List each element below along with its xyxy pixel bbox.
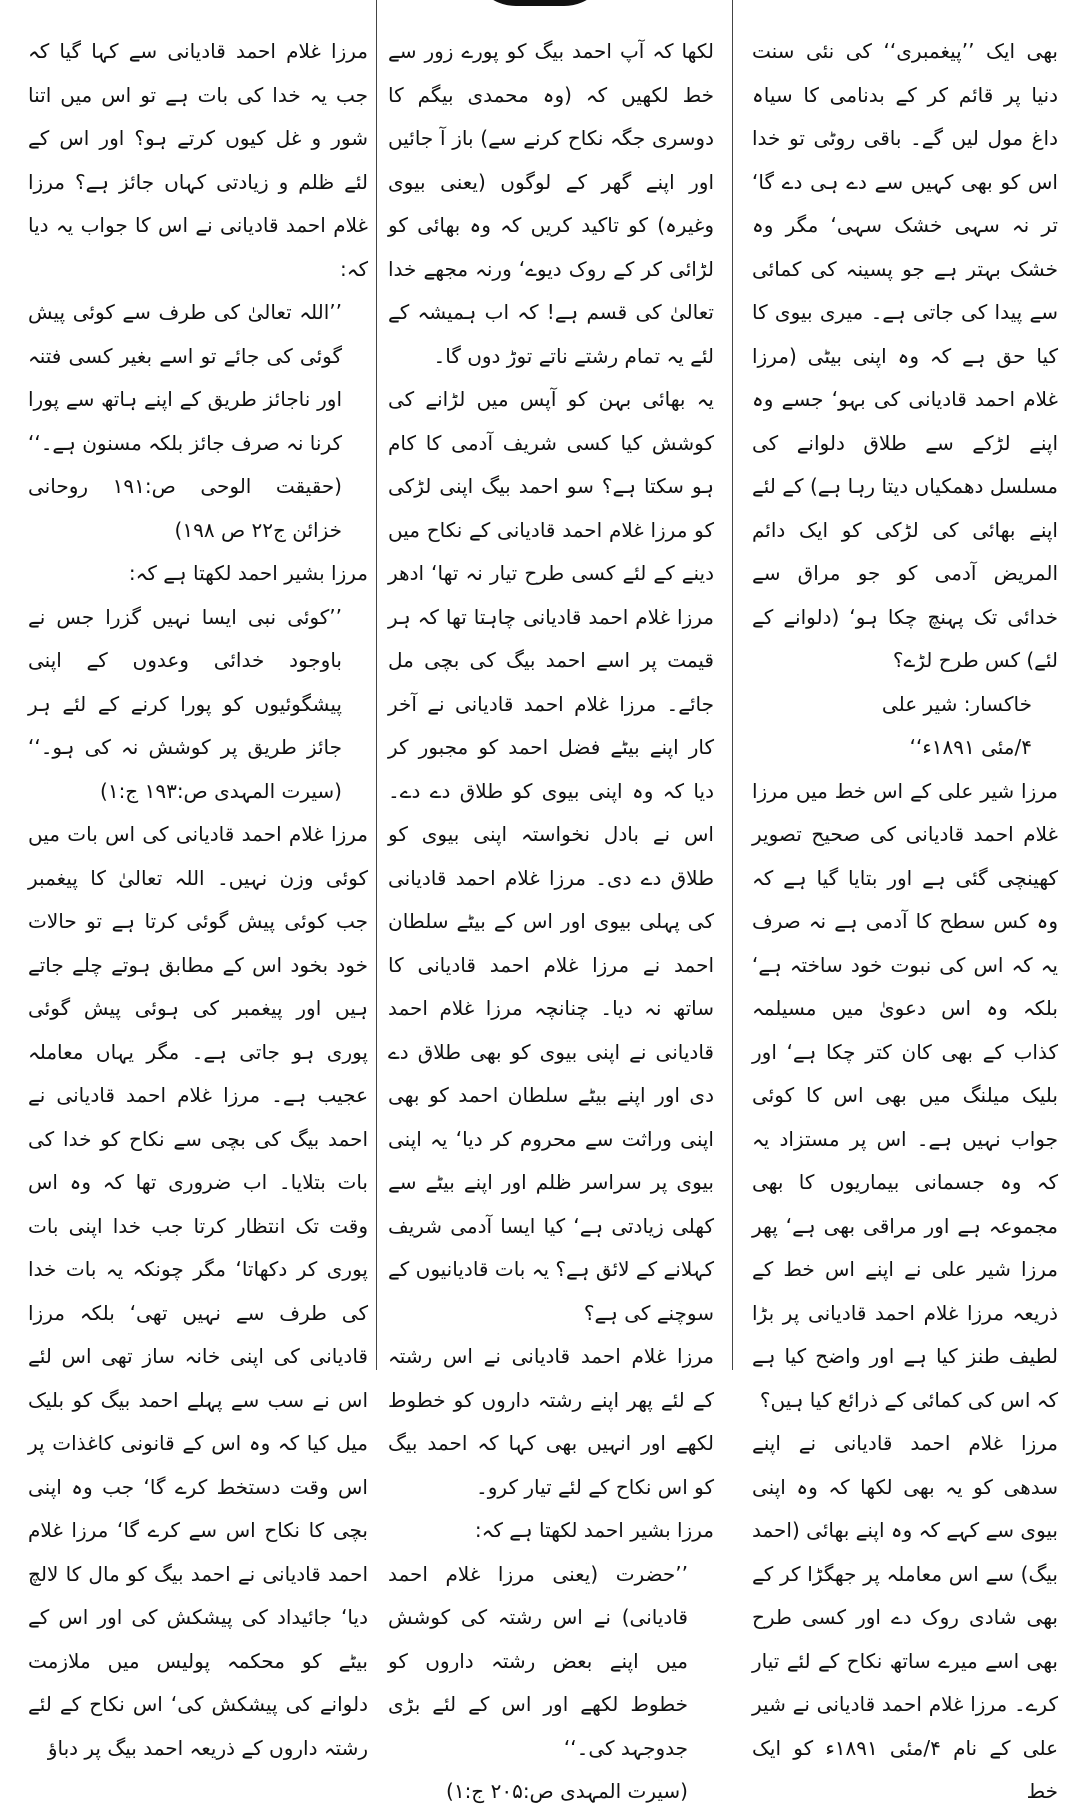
column-divider xyxy=(376,0,377,1370)
column-left xyxy=(28,30,368,1770)
paragraph: مرزا غلام احمد قادیانی نے اس رشتہ کے لئے پھر اپنے رشتہ داروں کو خطوط لکھے اور انہیں بھی کہا کہ احمد بیگ کو اس نکاح کے لئے تیار کرو۔ xyxy=(388,1344,714,1499)
top-ornament xyxy=(470,0,610,6)
paragraph: مرزا شیر علی کے اس خط میں مرزا غلام احمد قادیانی کی صحیح تصویر کھینچی گئی ہے اور بتایا گیا ہے کہ وہ کس سطح کا آدمی ہے نہ صرف یہ کہ اس کی نبوت خود ساختہ ہے‘ بلکہ وہ اس دعویٰ میں مسیلمہ کذاب کے بھی کان کتر چکا ہے‘ اور بلیک میلنگ میں بھی اس کا کوئی جواب نہیں ہے۔ اس پر مستزاد یہ کہ وہ جسمانی بیماریوں کا بھی مجموعہ ہے اور مراقی بھی ہے‘ پھر مرزا شیر علی نے اپنے اس خط کے ذریعہ مرزا غلام احمد قادیانی پر بڑا لطیف طنز کیا ہے اور واضح کیا ہے کہ اس کی کمائی کے ذرائع کیا ہیں؟ xyxy=(752,778,1058,1412)
paragraph: مرزا غلام احمد قادیانی کی اس بات میں کوئی وزن نہیں۔ اللہ تعالیٰ کا پیغمبر جب کوئی پیش گوئی کرتا ہے تو حالات خود بخود اس کے مطابق ہوتے چلے جاتے ہیں اور پیغمبر کی ہوئی پیش گوئی پوری ہو جاتی ہے۔ مگر یہاں معاملہ عجیب ہے۔ مرزا غلام احمد قادیانی نے احمد بیگ کی بچی سے نکاح کو خدا کی بات بتلایا۔ اب ضروری تھا کہ وہ اس وقت تک انتظار کرتا جب خدا اپنی بات پوری کر دکھاتا‘ مگر چونکہ یہ بات خدا کی طرف سے نہیں تھی‘ بلکہ مرزا قادیانی کی اپنی خانہ ساز تھی اس لئے اس نے سب سے پہلے احمد بیگ کو بلیک میل کیا کہ وہ اس کے قانونی کاغذات پر اس وقت دستخط کرے گا‘ جب وہ اپنی بچی کا نکاح اس سے کرے گا‘ مرزا غلام احمد قادیانی نے احمد بیگ کو مال کا لالچ دیا‘ جائیداد کی پیشکش کی اور اس کے بیٹے کو محکمہ پولیس میں ملازمت دلوانے کی پیشکش کی‘ اس نکاح کے لئے رشتہ داروں کے ذریعہ احمد بیگ پر دباؤ xyxy=(28,822,368,1760)
block-quote: ’’کوئی نبی ایسا نہیں گزرا جس نے باوجود خدائی وعدوں کے اپنی پیشگوئیوں کو پورا کرنے کے لئے ہر جائز طریق پر کوشش نہ کی ہو۔‘‘ (سیرت المہدی ص:۱۹۳ ج:۱) xyxy=(28,604,342,803)
column-right xyxy=(752,30,1058,1814)
signature-name: خاکسار: شیر علی xyxy=(881,691,1032,716)
citation: (سیرت المہدی ص:۲۰۵ ج:۱) xyxy=(446,1779,688,1803)
paragraph: مرزا غلام احمد قادیانی نے اپنے سدھی کو یہ بھی لکھا کہ وہ اپنی بیوی سے کہے کہ وہ اپنے بھائی (احمد بیگ) سے اس معاملہ پر جھگڑا کر کے بھی شادی روک دے اور کسی طرح بھی اسے میرے ساتھ نکاح کے لئے تیار کرے۔ مرزا غلام احمد قادیانی نے شیر علی کے نام ۴/مئی ۱۸۹۱ء کو ایک خط xyxy=(752,1431,1059,1803)
block-quote: ’’اللہ تعالیٰ کی طرف سے کوئی پیش گوئی کی جائے تو اسے بغیر کسی فتنہ اور ناجائز طریق کے اپنے ہاتھ سے پورا کرنا نہ صرف جائز بلکہ مسنون ہے۔‘‘ (حقیقت الوحی ص:۱۹۱ روحانی خزائن ج۲۲ ص ۱۹۸) xyxy=(28,300,342,542)
paragraph: مرزا غلام احمد قادیانی سے کہا گیا کہ جب یہ خدا کی بات ہے تو اس میں اتنا شور و غل کیوں کرتے ہو؟ اور اس کے لئے ظلم و زیادتی کہاں جائز ہے؟ مرزا غلام احمد قادیانی نے اس کا جواب یہ دیا کہ: xyxy=(28,39,368,281)
paragraph: یہ بھائی بہن کو آپس میں لڑانے کی کوشش کیا کسی شریف آدمی کا کام ہو سکتا ہے؟ سو احمد بیگ اپنی لڑکی کو مرزا غلام احمد قادیانی کے نکاح میں دینے کے لئے کسی طرح تیار نہ تھا‘ ادھر مرزا غلام احمد قادیانی چاہتا تھا کہ ہر قیمت پر اسے احمد بیگ کی بچی مل جائے۔ مرزا غلام احمد قادیانی نے آخر کار اپنے بیٹے فضل احمد کو مجبور کر دیا کہ وہ اپنی بیوی کو طلاق دے دے۔ اس نے بادل نخواستہ اپنی بیوی کو طلاق دے دی۔ مرزا غلام احمد قادیانی کی پہلی بیوی اور اس کے بیٹے سلطان احمد نے مرزا غلام احمد قادیانی کا ساتھ نہ دیا۔ چنانچہ مرزا غلام احمد قادیانی نے اپنی بیوی کو بھی طلاق دے دی اور اپنے بیٹے سلطان احمد کو بھی اپنی وراثت سے محروم کر دیا‘ یہ اپنی بیوی پر سراسر ظلم اور اپنے بیٹے سے کھلی زیادتی ہے‘ کیا ایسا آدمی شریف کہلانے کے لائق ہے؟ یہ بات قادیانیوں کے سوچنے کی ہے؟ xyxy=(388,387,714,1325)
paragraph: مرزا بشیر احمد لکھتا ہے کہ: xyxy=(474,1518,714,1542)
signature-date: ۴/مئی ۱۸۹۱ء‘‘ xyxy=(909,735,1032,759)
column-middle xyxy=(388,30,714,1814)
block-quote: ’’حضرت (یعنی مرزا غلام احمد قادیانی) نے اس رشتہ کی کوشش میں اپنے بعض رشتہ داروں کو خطوط لکھے اور اس کے لئے بڑی جدوجہد کی۔‘‘ xyxy=(388,1561,688,1760)
paragraph: لکھا کہ آپ احمد بیگ کو پورے زور سے خط لکھیں کہ (وہ محمدی بیگم کا دوسری جگہ نکاح کرنے سے) باز آ جائیں اور اپنے گھر کے لوگوں (یعنی بیوی وغیرہ) کو تاکید کریں کہ وہ بھائی کو لڑائی کر کے روک دیوے‘ ورنہ مجھے خدا تعالیٰ کی قسم ہے! کہ اب ہمیشہ کے لئے یہ تمام رشتے ناتے توڑ دوں گا۔ xyxy=(388,39,714,368)
column-divider xyxy=(732,0,733,1370)
paragraph: مرزا بشیر احمد لکھتا ہے کہ: xyxy=(128,561,368,585)
paragraph: بھی ایک ’’پیغمبری‘‘ کی نئی سنت دنیا پر قائم کر کے بدنامی کا سیاہ داغ مول لیں گے۔ باقی روٹی تو خدا اس کو بھی کہیں سے دے ہی دے گا‘ تر نہ سہی خشک سہی‘ مگر وہ خشک بہتر ہے جو پسینہ کی کمائی سے پیدا کی جاتی ہے۔ میری بیوی کا کیا حق ہے کہ وہ اپنی بیٹی (مرزا غلام احمد قادیانی کی بہو‘ جسے وہ اپنے لڑکے سے طلاق دلوانے کی مسلسل دھمکیاں دیتا رہا ہے) کے لئے اپنے بھائی کی لڑکی کو ایک دائم المریض آدمی کو جو مراق سے خدائی تک پہنچ چکا ہو‘ (دلوانے کے لئے) کس طرح لڑے؟ xyxy=(752,39,1058,672)
